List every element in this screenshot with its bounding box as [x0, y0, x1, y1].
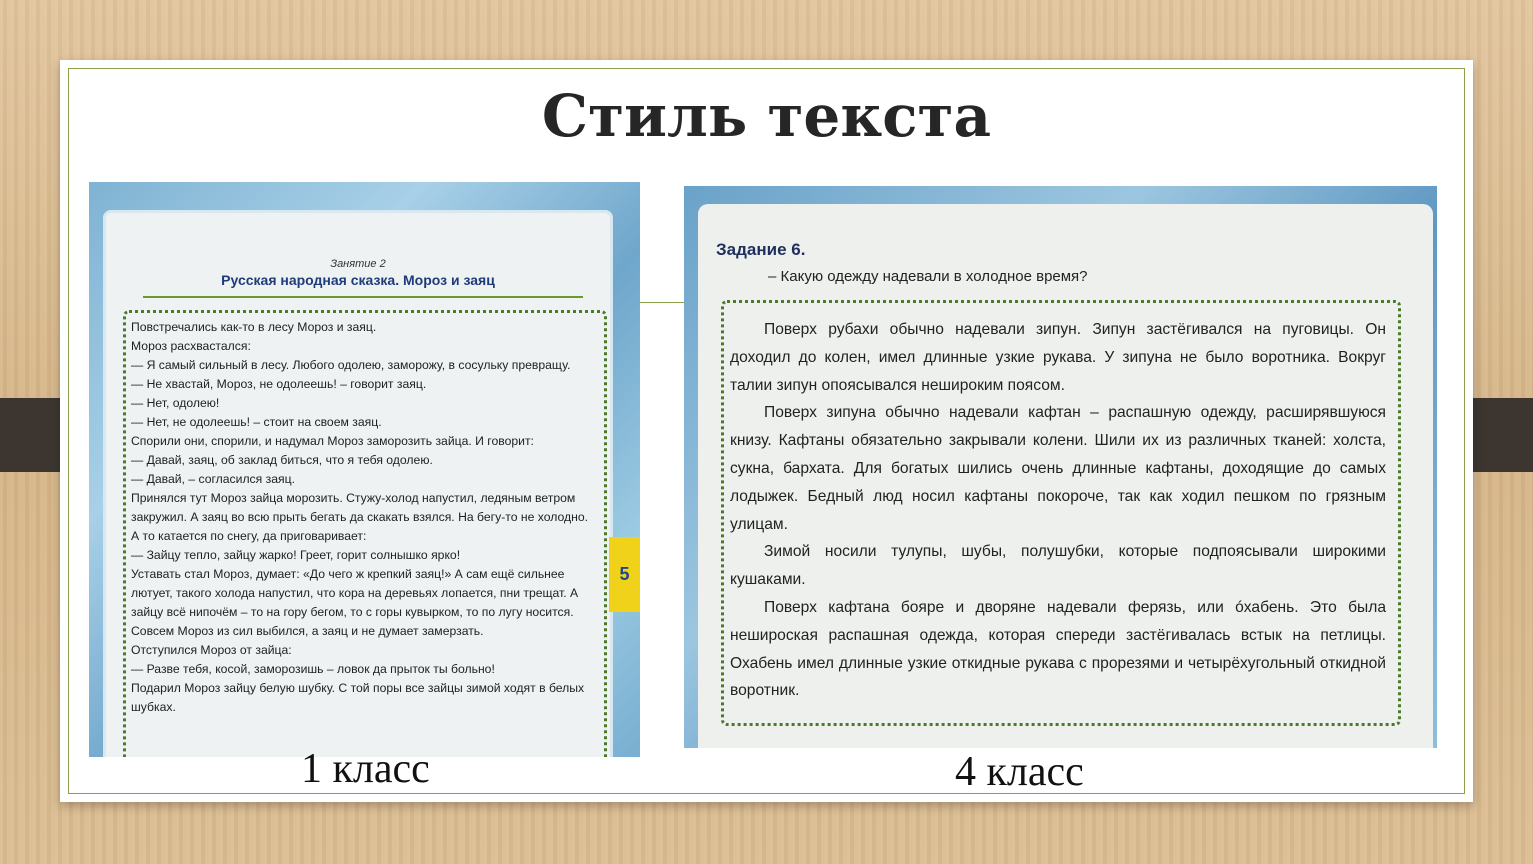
story-paragraph: — Я самый сильный в лесу. Любого одолею, заморожу, в сосульку превращу. — [131, 358, 571, 372]
story-paragraph: Подарил Мороз зайцу белую шубку. С той поры все зайцы зимой ходят в белых шубках. — [131, 681, 585, 714]
story-paragraph: — Давай, заяц, об заклад биться, что я тебя одолею. — [131, 453, 433, 467]
story-paragraph: — Разве тебя, косой, заморозишь – ловок да прыток ты больно! — [131, 662, 495, 676]
story-paragraph: — Нет, одолею! — [131, 396, 220, 410]
lesson-label: Занятие 2 — [330, 258, 386, 270]
story-paragraph: Спорили они, спорили, и надумал Мороз заморозить зайца. И говорит: — [131, 434, 534, 448]
task-question: – Какую одежду надевали в холодное время? — [768, 268, 1088, 285]
story-paragraph: — Нет, не одолеешь! – стоит на своем заяц. — [131, 415, 382, 429]
story-paragraph: Уставать стал Мороз, думает: «До чего ж крепкий заяц!» А сам ещё сильнее лютует, такого холода напустил, что кора на деревьях лопается, пни трещат. А зайцу всё нипочём – то на гору бегом, то с горы кувырком, то по лугу носится. — [131, 567, 579, 619]
slide-title: Стиль текста — [541, 82, 992, 150]
story-paragraph: Отступился Мороз от зайца: — [131, 643, 292, 657]
task-paragraph: Поверх зипуна обычно надевали кафтан – распашную одежду, расширявшуюся книзу. Кафтаны обязательно закрывали колени. Шили их из различных тканей: холста, сукна, бархата. Для богатых шились очень длинные кафтаны, доходящие до самых лодыжек. Бедный люд носил кафтаны покороче, так как ходил пешком по грязным улицам. — [730, 404, 1386, 533]
task-paragraph: Поверх кафтана бояре и дворяне надевали ферязь, или óхабень. Это была нешироская распашная одежда, которая спереди застёгивалась встык на петлицы. Охабень имел длинные узкие откидные рукава с прорезями и четырёхугольный откидной воротник. — [730, 598, 1386, 700]
task-text — [730, 316, 1386, 705]
story-paragraph: Повстречались как-то в лесу Мороз и заяц. — [131, 320, 377, 334]
story-paragraph: — Зайцу тепло, зайцу жарко! Греет, горит солнышко ярко! — [131, 548, 461, 562]
story-paragraph: — Давай, – согласился заяц. — [131, 472, 295, 486]
task-label: Задание 6. — [716, 240, 806, 259]
task-paragraph: Зимой носили тулупы, шубы, полушубки, которые подпоясывали широкими кушаками. — [730, 543, 1386, 589]
title-underline — [143, 296, 583, 298]
story-title: Русская народная сказка. Мороз и заяц — [221, 272, 495, 288]
left-caption: 1 класс — [301, 746, 430, 792]
first-grade-textbook-photo — [89, 182, 640, 757]
right-caption: 4 класс — [955, 749, 1084, 795]
task-paragraph: Поверх рубахи обычно надевали зипун. Зипун застёгивался на пуговицы. Он доходил до колен, имел длинные узкие рукава. У зипуна не было воротника. Вокруг талии зипун опоясывался нешироким поясом. — [730, 321, 1386, 394]
story-paragraph: Мороз расхвастался: — [131, 339, 251, 353]
story-paragraph: Принялся тут Мороз зайца морозить. Стужу-холод напустил, ледяным ветром закружил. А заяц во всю прыть бегать да скакать взялся. На бегу-то не холодно. А то катается по снегу, да приговаривает: — [131, 491, 588, 543]
connector-line — [639, 302, 684, 303]
page-number-tab: 5 — [609, 537, 640, 612]
textbook-page — [103, 210, 613, 757]
story-paragraph: — Не хвастай, Мороз, не одолеешь! – говорит заяц. — [131, 377, 427, 391]
story-paragraph: Совсем Мороз из сил выбился, а заяц и не думает замерзать. — [131, 624, 484, 638]
story-text — [131, 318, 593, 717]
fourth-grade-textbook-photo — [684, 186, 1437, 748]
slide — [60, 60, 1473, 802]
